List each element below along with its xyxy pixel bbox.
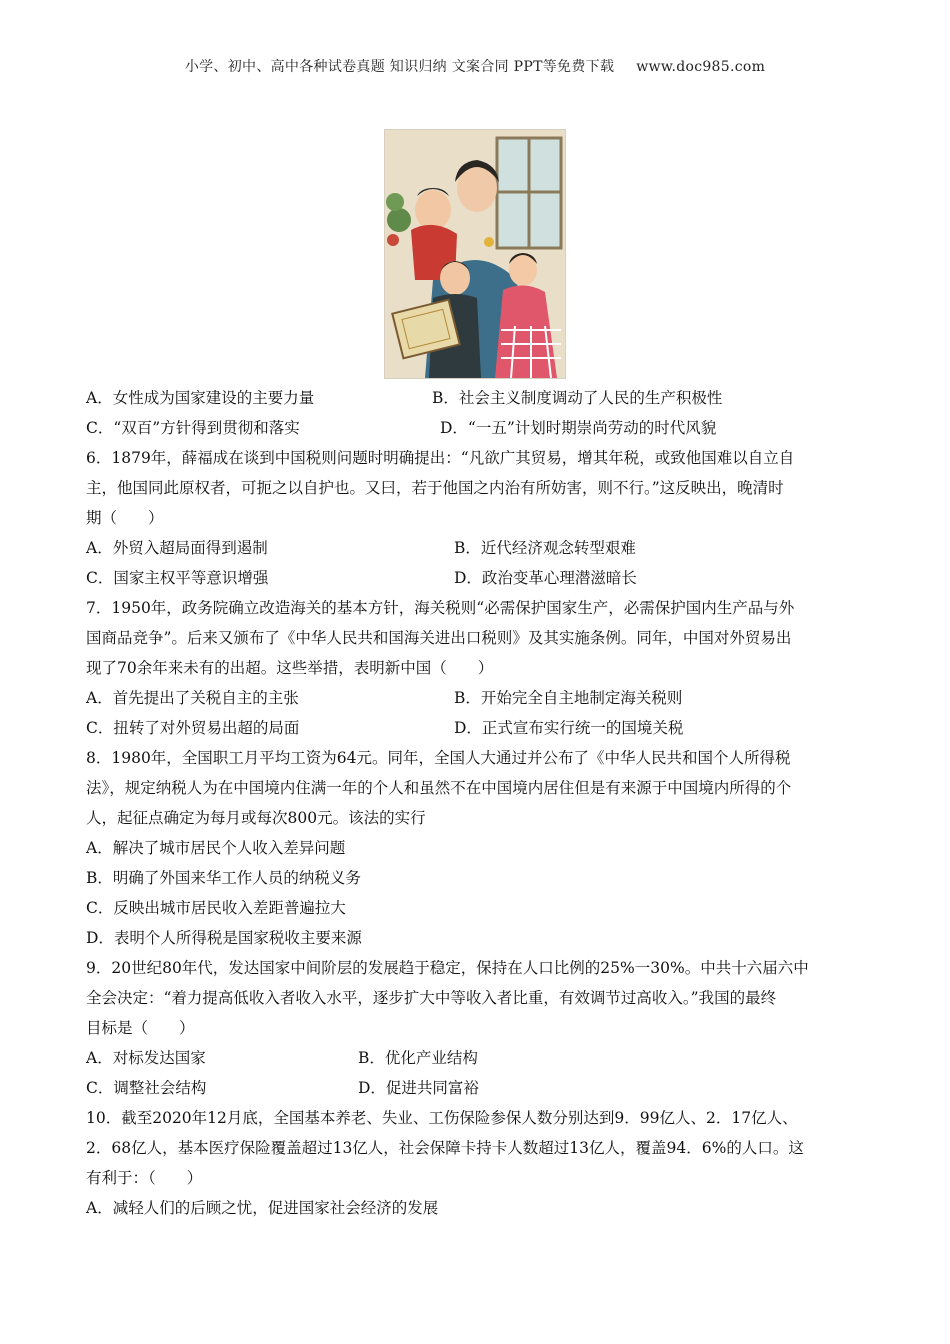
q7-stem-line: 7．1950年，政务院确立改造海关的基本方针，海关税则“必需保护国家生产，必需保护国内生产品与外	[86, 599, 795, 617]
q6-option-c: C．国家主权平等意识增强	[86, 569, 269, 587]
q9-option-d: D．促进共同富裕	[358, 1079, 479, 1097]
q8-stem-line: 8．1980年，全国职工月平均工资为64元。同年，全国人大通过并公布了《中华人民共和国个人所得税	[86, 749, 791, 767]
q8-stem-line: 法》，规定纳税人为在中国境内住满一年的个人和虽然不在中国境内居住但是有来源于中国境内所得的个	[86, 779, 792, 797]
question-9-stem	[86, 953, 866, 1043]
q10-stem-line: 有利于：（ ）	[86, 1169, 203, 1187]
q7-option-d: D．正式宣布实行统一的国境关税	[454, 719, 684, 737]
q5-option-d: D．“一五”计划时期崇尚劳动的时代风貌	[440, 419, 717, 437]
q9-option-b: B．优化产业结构	[358, 1049, 478, 1067]
q10-stem-line: 2．68亿人，基本医疗保险覆盖超过13亿人，社会保障卡持卡人数超过13亿人，覆盖94．6%的人口。这	[86, 1139, 804, 1157]
question-7-stem	[86, 593, 866, 683]
q6-options-row-2	[86, 563, 866, 593]
q9-options-row-2	[86, 1073, 866, 1103]
question-10-stem	[86, 1103, 866, 1193]
q9-option-c: C．调整社会结构	[86, 1079, 207, 1097]
q6-stem-line: 期（ ）	[86, 509, 164, 527]
header-site-url[interactable]: www.doc985.com	[636, 59, 766, 75]
q6-stem-line: 6．1879年，薛福成在谈到中国税则问题时明确提出：“凡欲广其贸易，增其年税，或致他国难以自立自	[86, 449, 795, 467]
question-8-stem	[86, 743, 866, 833]
q10-option-a: A．减轻人们的后顾之忧，促进国家社会经济的发展	[86, 1199, 439, 1217]
q6-option-a: A．外贸入超局面得到遏制	[86, 539, 268, 557]
q7-options-row-2	[86, 713, 866, 743]
q6-option-d: D．政治变革心理潜滋暗长	[454, 569, 637, 587]
q5-options-row-1	[86, 383, 866, 413]
poster-illustration	[385, 130, 565, 378]
q9-options-row-1	[86, 1043, 866, 1073]
q7-stem-line: 现了70余年来未有的出超。这些举措，表明新中国（ ）	[86, 659, 494, 677]
q10-stem-line: 10．截至2020年12月底，全国基本养老、失业、工伤保险参保人数分别达到9．99亿人、2．17亿人、	[86, 1109, 798, 1127]
question-6-stem	[86, 443, 866, 533]
q7-option-b: B．开始完全自主地制定海关税则	[454, 689, 683, 707]
q8-stem-line: 人，起征点确定为每月或每次800元。该法的实行	[86, 809, 426, 827]
q9-stem-line: 9．20世纪80年代，发达国家中间阶层的发展趋于稳定，保持在人口比例的25%一30%。中共十六届六中	[86, 959, 809, 977]
q7-option-a: A．首先提出了关税自主的主张	[86, 689, 299, 707]
q8-option-d: D．表明个人所得税是国家税收主要来源	[86, 929, 362, 947]
q9-option-a: A．对标发达国家	[86, 1049, 206, 1067]
propaganda-poster-image	[384, 129, 566, 379]
q5-option-b: B．社会主义制度调动了人民的生产积极性	[432, 389, 723, 407]
q5-option-a: A．女性成为国家建设的主要力量	[86, 389, 315, 407]
q7-option-c: C．扭转了对外贸易出超的局面	[86, 719, 300, 737]
q6-options-row-1	[86, 533, 866, 563]
q5-options-row-2	[86, 413, 866, 443]
q6-option-b: B．近代经济观念转型艰难	[454, 539, 636, 557]
q8-option-b: B．明确了外国来华工作人员的纳税义务	[86, 869, 361, 887]
q9-stem-line: 目标是（ ）	[86, 1019, 195, 1037]
q5-option-c: C．“双百”方针得到贯彻和落实	[86, 419, 300, 437]
q7-stem-line: 国商品竞争”。后来又颁布了《中华人民共和国海关进出口税则》及其实施条例。同年，中国对外贸易出	[86, 629, 792, 647]
q7-options-row-1	[86, 683, 866, 713]
q8-option-a: A．解决了城市居民个人收入差异问题	[86, 839, 346, 857]
q6-stem-line: 主，他国同此原权者，可扼之以自护也。又曰，若于他国之内治有所妨害，则不行。”这反映出，晚清时	[86, 479, 784, 497]
page-header	[0, 56, 950, 76]
exam-content	[86, 383, 866, 1223]
q9-stem-line: 全会决定：“着力提高低收入者收入水平，逐步扩大中等收入者比重，有效调节过高收入。”我国的最终	[86, 989, 777, 1007]
q8-option-c: C．反映出城市居民收入差距普遍拉大	[86, 899, 346, 917]
header-text: 小学、初中、高中各种试卷真题 知识归纳 文案合同 PPT等免费下载	[184, 59, 615, 75]
